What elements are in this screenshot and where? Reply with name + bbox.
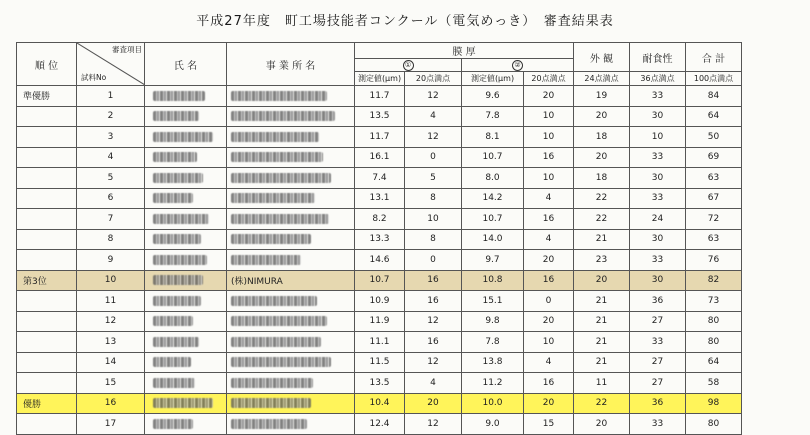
redacted-office (231, 378, 313, 388)
entry-no-cell: 10 (77, 270, 145, 291)
score-2-cell: 10 (524, 127, 574, 148)
group-2-marker: ② (512, 60, 523, 71)
office-cell (227, 291, 355, 312)
office-cell (227, 311, 355, 332)
header-office: 事 業 所 名 (227, 43, 355, 86)
score-2-cell: 10 (524, 332, 574, 353)
entry-no-cell: 8 (77, 229, 145, 250)
total-cell: 67 (686, 188, 742, 209)
entry-no-cell: 4 (77, 147, 145, 168)
entry-no-cell: 14 (77, 352, 145, 373)
measured-2-cell: 13.8 (462, 352, 524, 373)
corrosion-cell: 30 (630, 168, 686, 189)
appearance-cell: 21 (574, 291, 630, 312)
measured-2-cell: 7.8 (462, 332, 524, 353)
name-cell (145, 352, 227, 373)
office-cell (227, 414, 355, 435)
office-cell (227, 393, 355, 414)
appearance-cell: 11 (574, 373, 630, 394)
score-2-cell: 20 (524, 250, 574, 271)
corrosion-cell: 30 (630, 106, 686, 127)
header-measured-2 (462, 72, 524, 86)
redacted-office (231, 193, 315, 203)
appearance-cell: 19 (574, 86, 630, 107)
table-row (17, 188, 742, 209)
header-pts20-2: 20点満点 (524, 72, 574, 86)
rank-cell: 第3位 (17, 270, 77, 291)
redacted-office (231, 357, 331, 367)
entry-no-cell: 17 (77, 414, 145, 435)
redacted-name (153, 337, 199, 347)
score-1-cell: 4 (405, 373, 462, 394)
measured-1-cell: 8.2 (355, 209, 405, 230)
measured-1-cell: 13.3 (355, 229, 405, 250)
table-row (17, 168, 742, 189)
rank-cell (17, 106, 77, 127)
appearance-cell: 22 (574, 209, 630, 230)
redacted-office (231, 91, 327, 101)
corrosion-cell: 27 (630, 352, 686, 373)
score-2-cell: 15 (524, 414, 574, 435)
redacted-office (231, 214, 329, 224)
header-name: 氏 名 (145, 43, 227, 86)
measured-2-cell: 8.0 (462, 168, 524, 189)
corrosion-cell: 33 (630, 250, 686, 271)
redacted-name (153, 296, 201, 306)
redacted-name (153, 152, 197, 162)
table-row (17, 373, 742, 394)
score-2-cell: 20 (524, 311, 574, 332)
score-1-cell: 12 (405, 86, 462, 107)
score-1-cell: 12 (405, 352, 462, 373)
table-row (17, 86, 742, 107)
office-cell (227, 168, 355, 189)
entry-no-cell: 16 (77, 393, 145, 414)
redacted-office (231, 152, 323, 162)
corrosion-cell: 36 (630, 393, 686, 414)
table-row (17, 311, 742, 332)
name-cell (145, 250, 227, 271)
total-cell: 80 (686, 414, 742, 435)
appearance-cell: 20 (574, 270, 630, 291)
table-row (17, 250, 742, 271)
name-cell (145, 209, 227, 230)
corrosion-cell: 33 (630, 188, 686, 209)
corrosion-cell: 10 (630, 127, 686, 148)
table-row (17, 229, 742, 250)
corrosion-cell: 27 (630, 373, 686, 394)
measured-1-cell: 12.4 (355, 414, 405, 435)
header-corrosion: 耐食性 (630, 43, 686, 72)
measured-2-cell: 9.7 (462, 250, 524, 271)
header-thickness: 膜 厚 (355, 43, 574, 59)
score-1-cell: 8 (405, 229, 462, 250)
corrosion-cell: 33 (630, 86, 686, 107)
table-row (17, 332, 742, 353)
entry-no-cell: 12 (77, 311, 145, 332)
score-2-cell: 4 (524, 188, 574, 209)
group-1-marker: ① (403, 60, 414, 71)
score-2-cell: 16 (524, 373, 574, 394)
score-1-cell: 8 (405, 188, 462, 209)
measured-2-cell: 14.2 (462, 188, 524, 209)
measured-1-cell: 11.7 (355, 86, 405, 107)
entry-no-cell: 6 (77, 188, 145, 209)
unit-label: (μm) (494, 74, 515, 83)
header-entry-corner (77, 43, 145, 86)
redacted-office (231, 316, 327, 326)
entry-no-cell: 5 (77, 168, 145, 189)
redacted-name (153, 111, 199, 121)
measured-2-cell: 15.1 (462, 291, 524, 312)
entry-no-cell: 9 (77, 250, 145, 271)
table-row (17, 106, 742, 127)
redacted-office (231, 255, 301, 265)
score-2-cell: 16 (524, 209, 574, 230)
redacted-name (153, 173, 203, 183)
total-cell: 80 (686, 332, 742, 353)
score-2-cell: 16 (524, 147, 574, 168)
page-title: 平成27年度 町工場技能者コンクール（電気めっき） 審査結果表 (196, 14, 614, 29)
name-cell (145, 147, 227, 168)
table-row (17, 352, 742, 373)
name-cell (145, 393, 227, 414)
measured-1-cell: 10.7 (355, 270, 405, 291)
score-2-cell: 4 (524, 229, 574, 250)
total-cell: 82 (686, 270, 742, 291)
office-cell (227, 270, 355, 291)
total-cell: 72 (686, 209, 742, 230)
score-2-cell: 0 (524, 291, 574, 312)
table-row (17, 291, 742, 312)
score-2-cell: 20 (524, 86, 574, 107)
measured-1-cell: 13.1 (355, 188, 405, 209)
entry-no-cell: 7 (77, 209, 145, 230)
appearance-cell: 20 (574, 147, 630, 168)
measured-1-cell: 10.9 (355, 291, 405, 312)
redacted-office (231, 337, 321, 347)
header-measured-1 (355, 72, 405, 86)
score-1-cell: 16 (405, 270, 462, 291)
appearance-cell: 18 (574, 168, 630, 189)
measured-1-cell: 7.4 (355, 168, 405, 189)
header-entry-no: 試料No (81, 73, 107, 82)
header-total: 合 計 (686, 43, 742, 72)
score-2-cell: 16 (524, 270, 574, 291)
redacted-office (231, 173, 331, 183)
header-pts20-1: 20点満点 (405, 72, 462, 86)
redacted-name (153, 419, 193, 429)
name-cell (145, 127, 227, 148)
score-1-cell: 16 (405, 332, 462, 353)
office-cell (227, 188, 355, 209)
name-cell (145, 373, 227, 394)
name-cell (145, 291, 227, 312)
office-cell (227, 352, 355, 373)
measured-1-cell: 16.1 (355, 147, 405, 168)
total-cell: 84 (686, 86, 742, 107)
measured-2-cell: 10.7 (462, 209, 524, 230)
rank-cell (17, 147, 77, 168)
total-cell: 69 (686, 147, 742, 168)
appearance-cell: 22 (574, 393, 630, 414)
office-cell (227, 373, 355, 394)
table-row (17, 393, 742, 414)
name-cell (145, 168, 227, 189)
measured-1-cell: 11.1 (355, 332, 405, 353)
name-cell (145, 106, 227, 127)
name-cell (145, 311, 227, 332)
score-1-cell: 12 (405, 311, 462, 332)
redacted-name (153, 91, 205, 101)
measured-label: 測定値 (470, 74, 495, 83)
measured-2-cell: 10.7 (462, 147, 524, 168)
score-2-cell: 4 (524, 352, 574, 373)
redacted-office (231, 111, 335, 121)
entry-no-cell: 15 (77, 373, 145, 394)
appearance-cell: 20 (574, 414, 630, 435)
rank-cell (17, 168, 77, 189)
header-appearance: 外 観 (574, 43, 630, 72)
redacted-name (153, 255, 207, 265)
rank-cell: 準優勝 (17, 86, 77, 107)
score-1-cell: 0 (405, 250, 462, 271)
rank-cell (17, 229, 77, 250)
rank-cell (17, 352, 77, 373)
office-cell (227, 147, 355, 168)
score-2-cell: 10 (524, 168, 574, 189)
redacted-office (231, 296, 317, 306)
corrosion-cell: 36 (630, 291, 686, 312)
score-2-cell: 20 (524, 393, 574, 414)
table-row (17, 127, 742, 148)
redacted-name (153, 132, 213, 142)
measured-1-cell: 13.5 (355, 106, 405, 127)
measured-2-cell: 9.6 (462, 86, 524, 107)
header-group-1 (355, 59, 462, 72)
rank-cell (17, 188, 77, 209)
rank-cell (17, 414, 77, 435)
measured-2-cell: 9.0 (462, 414, 524, 435)
rank-cell (17, 209, 77, 230)
total-cell: 63 (686, 229, 742, 250)
measured-2-cell: 10.0 (462, 393, 524, 414)
header-group-2 (462, 59, 574, 72)
score-1-cell: 0 (405, 147, 462, 168)
rank-cell (17, 127, 77, 148)
appearance-cell: 18 (574, 127, 630, 148)
redacted-name (153, 316, 193, 326)
name-cell (145, 332, 227, 353)
table-row (17, 270, 742, 291)
name-cell (145, 188, 227, 209)
rank-cell (17, 311, 77, 332)
measured-1-cell: 10.4 (355, 393, 405, 414)
rank-cell: 優勝 (17, 393, 77, 414)
measured-2-cell: 11.2 (462, 373, 524, 394)
total-cell: 64 (686, 106, 742, 127)
redacted-name (153, 378, 195, 388)
name-cell (145, 229, 227, 250)
corrosion-cell: 27 (630, 311, 686, 332)
score-1-cell: 16 (405, 291, 462, 312)
corrosion-cell: 33 (630, 332, 686, 353)
redacted-name (153, 214, 209, 224)
entry-no-cell: 1 (77, 86, 145, 107)
redacted-office (231, 132, 319, 142)
table-row (17, 147, 742, 168)
total-cell: 73 (686, 291, 742, 312)
office-cell (227, 229, 355, 250)
header-rank: 順 位 (17, 43, 77, 86)
entry-no-cell: 3 (77, 127, 145, 148)
measured-2-cell: 14.0 (462, 229, 524, 250)
measured-1-cell: 11.7 (355, 127, 405, 148)
appearance-cell: 21 (574, 332, 630, 353)
table-row (17, 209, 742, 230)
redacted-name (153, 193, 193, 203)
name-cell (145, 86, 227, 107)
total-cell: 58 (686, 373, 742, 394)
redacted-office (231, 234, 311, 244)
score-1-cell: 10 (405, 209, 462, 230)
score-2-cell: 10 (524, 106, 574, 127)
office-cell (227, 127, 355, 148)
header-pts36: 36点満点 (630, 72, 686, 86)
name-cell (145, 270, 227, 291)
redacted-name (153, 275, 203, 285)
appearance-cell: 22 (574, 188, 630, 209)
score-1-cell: 12 (405, 127, 462, 148)
total-cell: 98 (686, 393, 742, 414)
name-cell (145, 414, 227, 435)
corrosion-cell: 30 (630, 270, 686, 291)
corrosion-cell: 30 (630, 229, 686, 250)
entry-no-cell: 2 (77, 106, 145, 127)
measured-1-cell: 11.5 (355, 352, 405, 373)
rank-cell (17, 332, 77, 353)
total-cell: 50 (686, 127, 742, 148)
total-cell: 76 (686, 250, 742, 271)
measured-1-cell: 11.9 (355, 311, 405, 332)
entry-no-cell: 11 (77, 291, 145, 312)
measured-2-cell: 7.8 (462, 106, 524, 127)
measured-2-cell: 8.1 (462, 127, 524, 148)
office-cell (227, 250, 355, 271)
header-pts24: 24点満点 (574, 72, 630, 86)
measured-label: 測定値 (357, 74, 382, 83)
score-1-cell: 5 (405, 168, 462, 189)
office-cell (227, 209, 355, 230)
entry-no-cell: 13 (77, 332, 145, 353)
total-cell: 63 (686, 168, 742, 189)
redacted-office (231, 419, 307, 429)
measured-1-cell: 14.6 (355, 250, 405, 271)
unit-label: (μm) (381, 74, 402, 83)
redacted-name (153, 398, 213, 408)
redacted-office (231, 398, 311, 408)
header-pts100: 100点満点 (686, 72, 742, 86)
appearance-cell: 20 (574, 106, 630, 127)
rank-cell (17, 373, 77, 394)
score-1-cell: 12 (405, 414, 462, 435)
score-1-cell: 20 (405, 393, 462, 414)
office-name: (株)NIMURA (231, 276, 283, 287)
office-cell (227, 86, 355, 107)
office-cell (227, 106, 355, 127)
appearance-cell: 21 (574, 229, 630, 250)
measured-2-cell: 10.8 (462, 270, 524, 291)
corrosion-cell: 24 (630, 209, 686, 230)
rank-cell (17, 250, 77, 271)
measured-1-cell: 13.5 (355, 373, 405, 394)
measured-2-cell: 9.8 (462, 311, 524, 332)
office-cell (227, 332, 355, 353)
appearance-cell: 21 (574, 311, 630, 332)
appearance-cell: 23 (574, 250, 630, 271)
corrosion-cell: 33 (630, 147, 686, 168)
rank-cell (17, 291, 77, 312)
appearance-cell: 21 (574, 352, 630, 373)
score-1-cell: 4 (405, 106, 462, 127)
corrosion-cell: 33 (630, 414, 686, 435)
redacted-name (153, 234, 201, 244)
redacted-name (153, 357, 191, 367)
total-cell: 64 (686, 352, 742, 373)
header-item: 審査項目 (112, 45, 142, 54)
table-row (17, 414, 742, 435)
results-table (16, 42, 742, 435)
total-cell: 80 (686, 311, 742, 332)
